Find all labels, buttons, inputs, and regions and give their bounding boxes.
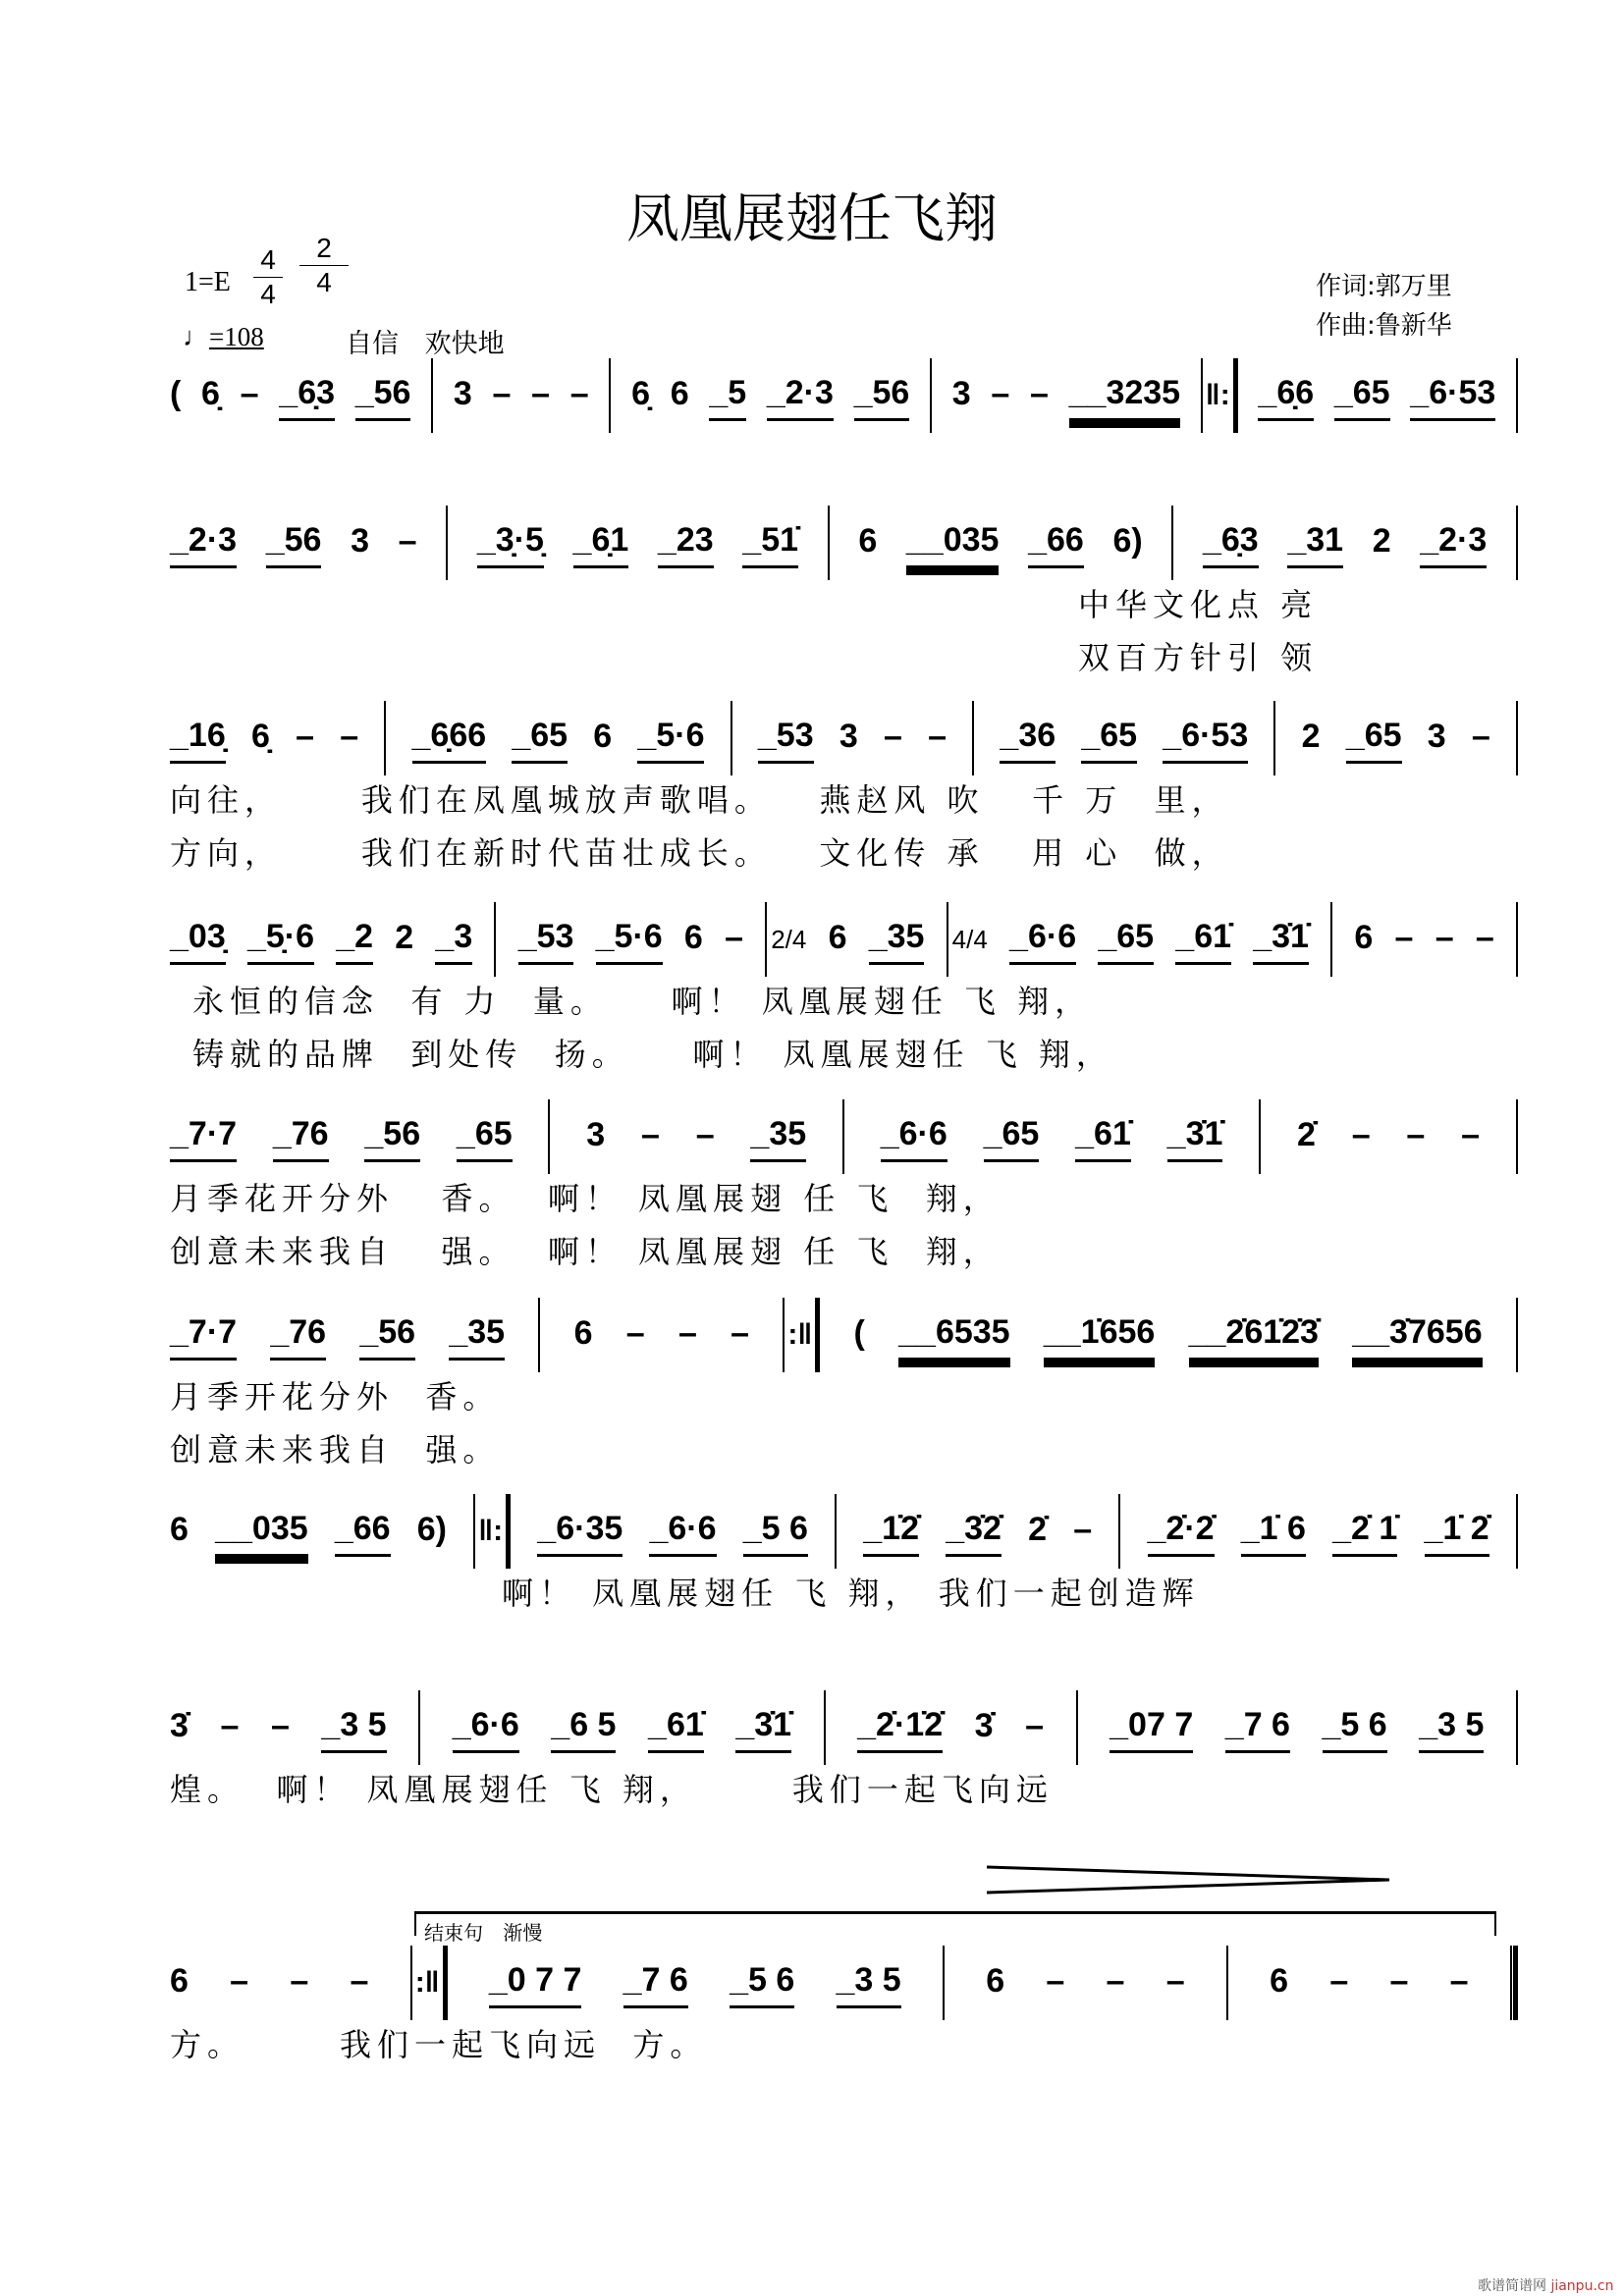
barline bbox=[418, 1690, 420, 1765]
note-group: _6̣1 bbox=[573, 518, 629, 568]
expression-marking: 自信 欢快地 bbox=[346, 329, 505, 359]
note-group: _35 bbox=[750, 1112, 806, 1162]
note-group: 6) bbox=[416, 1511, 447, 1548]
repeat-end-barline: :‖ bbox=[783, 1298, 820, 1372]
note-group: 2 bbox=[395, 919, 414, 956]
barline bbox=[930, 358, 932, 433]
quarter-note-icon: ♩ bbox=[183, 322, 209, 351]
note-group: ( bbox=[853, 1314, 865, 1352]
note-group: 3̇ bbox=[170, 1707, 189, 1744]
note-group: _3̇1̇ bbox=[1253, 915, 1309, 965]
dash-sustain: – bbox=[1030, 375, 1049, 412]
note-group: _6·6 bbox=[453, 1703, 519, 1753]
tempo-value: =108 bbox=[209, 322, 264, 351]
note-group: _1̇ 6 bbox=[1241, 1507, 1306, 1557]
note-group: _3̇1̇ bbox=[1167, 1112, 1223, 1162]
lyricist: 作词:郭万里 bbox=[1316, 272, 1452, 301]
dash-sustain: – bbox=[1471, 718, 1490, 755]
dash-sustain: – bbox=[1449, 1962, 1469, 2000]
note-group: __1̇656 bbox=[1044, 1310, 1155, 1361]
note-group: _6·53 bbox=[1163, 714, 1248, 764]
barline bbox=[731, 701, 732, 775]
note-group: _35 bbox=[449, 1310, 505, 1361]
dash-sustain: – bbox=[725, 919, 743, 956]
dash-sustain: – bbox=[695, 1116, 715, 1153]
note-group: _53 bbox=[758, 714, 814, 764]
note-group: _3 bbox=[435, 915, 472, 965]
barline bbox=[828, 506, 830, 580]
barline bbox=[1259, 1099, 1261, 1174]
note-group: _7·7 bbox=[170, 1310, 237, 1361]
watermark-cn: 歌谱简谱网 bbox=[1478, 2278, 1546, 2294]
dash-sustain: – bbox=[531, 375, 551, 412]
note-group: _61̇ bbox=[1075, 1112, 1131, 1162]
barline bbox=[446, 506, 448, 580]
note-group: _6̣3 bbox=[1203, 518, 1259, 568]
note-group: _16̣ bbox=[170, 714, 226, 764]
barline bbox=[835, 1494, 837, 1569]
ending-bracket bbox=[414, 1911, 1496, 1936]
barline bbox=[1516, 902, 1518, 977]
dash-sustain: – bbox=[290, 1962, 309, 2000]
note-group: 6 bbox=[593, 718, 613, 755]
note-group: _3 5 bbox=[837, 1958, 901, 2008]
composer: 作曲:鲁新华 bbox=[1316, 311, 1452, 341]
note-group: _76 bbox=[273, 1112, 329, 1162]
note-group: 3 bbox=[1427, 718, 1446, 755]
note-group: _3 5 bbox=[1419, 1703, 1484, 1753]
notation-system bbox=[170, 1502, 1518, 1561]
note-group: 2̇ bbox=[1296, 1116, 1316, 1153]
decrescendo-hairpin bbox=[987, 1865, 1399, 1895]
note-group: 2̇ bbox=[1028, 1511, 1048, 1548]
note-group: _65 bbox=[457, 1112, 513, 1162]
ts-bottom: 4 bbox=[316, 267, 332, 297]
barline bbox=[1516, 1494, 1518, 1569]
note-group: _1̇ 2̇ bbox=[1425, 1507, 1489, 1557]
note-group: 6 bbox=[170, 1962, 189, 2000]
barline bbox=[548, 1099, 550, 1174]
dash-sustain: – bbox=[1435, 919, 1454, 956]
note-group: _7·7 bbox=[170, 1112, 237, 1162]
lyrics-verse-2: 铸就的品牌 到处传 扬。 啊！ 凤凰展翅任 飞 翔， bbox=[192, 1036, 1113, 1073]
note-group: _51̇ bbox=[742, 518, 798, 568]
dash-sustain: – bbox=[1046, 1962, 1065, 2000]
note-group: _56 bbox=[355, 371, 411, 421]
note-group: 3 bbox=[351, 522, 369, 560]
note-group: _36 bbox=[1000, 714, 1056, 764]
dash-sustain: – bbox=[230, 1962, 249, 2000]
dash-sustain: – bbox=[1165, 1962, 1185, 2000]
notation-system bbox=[170, 1953, 1518, 2012]
note-group: 3 bbox=[839, 718, 858, 755]
lyrics-verse-1: 啊！ 凤凰展翅任 飞 翔， 我们一起创造辉 bbox=[502, 1575, 1200, 1612]
lyrics-verse-2: 创意未来我自 强。 bbox=[170, 1431, 501, 1468]
note-group: ( bbox=[170, 375, 182, 412]
note-group: _3̇1̇ bbox=[735, 1703, 791, 1753]
note-group: _5·6 bbox=[596, 915, 663, 965]
note-group: _6·53 bbox=[1410, 371, 1495, 421]
barline bbox=[384, 701, 386, 775]
note-group: _7 6 bbox=[1225, 1703, 1290, 1753]
barline bbox=[1226, 1946, 1228, 2020]
note-group: 2 bbox=[1301, 718, 1321, 755]
time-signature-change: 4/4 bbox=[947, 902, 988, 977]
note-group: _3 5 bbox=[321, 1703, 386, 1753]
note-group: _56 bbox=[854, 371, 910, 421]
note-group: _5 6 bbox=[743, 1507, 808, 1557]
dash-sustain: – bbox=[569, 375, 589, 412]
dash-sustain: – bbox=[340, 718, 359, 755]
note-group: _6·6 bbox=[881, 1112, 947, 1162]
barline bbox=[431, 358, 433, 433]
note-group: 6̣ bbox=[631, 375, 650, 412]
note-group: 3̇ bbox=[974, 1707, 994, 1744]
note-group: _61̇ bbox=[1175, 915, 1231, 965]
ts-bottom: 4 bbox=[260, 279, 276, 309]
dash-sustain: – bbox=[1073, 1511, 1093, 1548]
time-signature-2-4 bbox=[309, 234, 339, 297]
note-group: _2·3 bbox=[767, 371, 834, 421]
lyrics-verse-1: 月季开花分外 香。 bbox=[170, 1378, 501, 1415]
dash-sustain: – bbox=[1351, 1116, 1371, 1153]
note-group: _2̇ 1̇ bbox=[1332, 1507, 1397, 1557]
note-group: __035 bbox=[906, 518, 1000, 568]
note-group: 6 bbox=[858, 522, 878, 560]
dash-sustain: – bbox=[625, 1314, 645, 1352]
dash-sustain: – bbox=[883, 718, 902, 755]
repeat-start-barline: ‖: bbox=[1201, 358, 1238, 433]
repeat-end-barline: :‖ bbox=[410, 1946, 448, 2020]
note-group: _6 5 bbox=[551, 1703, 616, 1753]
dash-sustain: – bbox=[1025, 1707, 1045, 1744]
note-group: 6 bbox=[170, 1511, 189, 1548]
barline bbox=[842, 1099, 844, 1174]
lyrics-verse-2: 方向， 我们在新时代苗壮成长。 文化传 承 用 心 做， bbox=[170, 834, 1229, 872]
note-group: 3 bbox=[951, 375, 971, 412]
lyrics-verse-1: 中华文化点 亮 bbox=[1078, 586, 1319, 623]
note-group: _65 bbox=[1334, 371, 1390, 421]
note-group: _66 bbox=[335, 1507, 391, 1557]
note-group: _56 bbox=[359, 1310, 415, 1361]
note-group: 3 bbox=[586, 1116, 606, 1153]
note-group: 6 bbox=[1354, 919, 1374, 956]
note-group: _61̇ bbox=[648, 1703, 704, 1753]
dash-sustain: – bbox=[991, 375, 1010, 412]
notation-system bbox=[170, 366, 1518, 425]
dash-sustain: – bbox=[270, 1707, 290, 1744]
note-group: _5 6 bbox=[730, 1958, 794, 2008]
note-group: _1̇2̇ bbox=[863, 1507, 919, 1557]
dash-sustain: – bbox=[677, 1314, 697, 1352]
barline bbox=[1330, 902, 1332, 977]
note-group: _56 bbox=[364, 1112, 420, 1162]
ending-label: 结束句 渐慢 bbox=[424, 1921, 543, 1945]
note-group: _2 bbox=[336, 915, 373, 965]
note-group: 6 bbox=[683, 919, 703, 956]
barline bbox=[538, 1298, 540, 1372]
note-group: _7 6 bbox=[623, 1958, 688, 2008]
barline bbox=[972, 701, 974, 775]
note-group: 6 bbox=[1270, 1962, 1289, 2000]
lyrics-verse-2: 创意未来我自 强。 啊！ 凤凰展翅 任 飞 翔， bbox=[170, 1233, 1001, 1270]
note-group: 6) bbox=[1112, 522, 1143, 560]
dash-sustain: – bbox=[928, 718, 947, 755]
dash-sustain: – bbox=[398, 522, 417, 560]
dash-sustain: – bbox=[1475, 919, 1494, 956]
song-title: 凤凰展翅任飞翔 bbox=[626, 187, 998, 249]
tempo-marking bbox=[183, 322, 264, 352]
ts-top: 4 bbox=[260, 244, 276, 275]
note-group: _65 bbox=[984, 1112, 1040, 1162]
lyrics-verse-1: 向往， 我们在凤凰城放声歌唱。 燕赵风 吹 千 万 里， bbox=[170, 781, 1229, 819]
note-group: __2̇61̇2̇3̇ bbox=[1189, 1310, 1319, 1361]
note-group: _6̣6 bbox=[1258, 371, 1314, 421]
dash-sustain: – bbox=[1461, 1116, 1481, 1153]
dash-sustain: – bbox=[492, 375, 512, 412]
lyrics-verse-1: 永恒的信念 有 力 量。 啊！ 凤凰展翅任 飞 翔， bbox=[192, 983, 1093, 1020]
dash-sustain: – bbox=[350, 1962, 369, 2000]
dash-sustain: – bbox=[220, 1707, 240, 1744]
note-group: _0 7 7 bbox=[489, 1958, 582, 2008]
note-group: _5·6 bbox=[637, 714, 704, 764]
note-group: 3 bbox=[453, 375, 472, 412]
note-group: _65 bbox=[512, 714, 568, 764]
barline bbox=[1516, 701, 1518, 775]
note-group: _03̣ bbox=[170, 915, 226, 965]
note-group: __6535 bbox=[898, 1310, 1009, 1361]
note-group: _07 7 bbox=[1110, 1703, 1193, 1753]
barline bbox=[1076, 1690, 1078, 1765]
note-group: _3̇2̇ bbox=[946, 1507, 1001, 1557]
notation-system bbox=[170, 910, 1518, 969]
note-group: _76 bbox=[270, 1310, 326, 1361]
barline bbox=[1516, 358, 1518, 433]
notation-system bbox=[170, 709, 1518, 768]
note-group: _65 bbox=[1081, 714, 1137, 764]
notation-system bbox=[170, 1306, 1518, 1364]
barline bbox=[1516, 506, 1518, 580]
note-group: 6̣ bbox=[201, 375, 220, 412]
note-group: _31 bbox=[1287, 518, 1343, 568]
ts-top: 2 bbox=[316, 233, 332, 263]
note-group: _5 6 bbox=[1323, 1703, 1387, 1753]
note-group: _66 bbox=[1028, 518, 1084, 568]
note-group: _3̣·5̣ bbox=[477, 518, 544, 568]
time-signature-change: 2/4 bbox=[765, 902, 806, 977]
note-group: _6·35 bbox=[537, 1507, 623, 1557]
note-group: __3̇7656 bbox=[1352, 1310, 1482, 1361]
lyrics-verse-2: 双百方针引 领 bbox=[1078, 639, 1319, 676]
note-group: 2 bbox=[1372, 522, 1391, 560]
barline bbox=[1118, 1494, 1120, 1569]
note-group: 6 bbox=[573, 1314, 593, 1352]
note-group: 6̣ bbox=[250, 718, 270, 755]
note-group: _5̣·6 bbox=[247, 915, 314, 965]
note-group: _35 bbox=[869, 915, 925, 965]
watermark-url: jianpu.cn bbox=[1550, 2278, 1614, 2294]
barline bbox=[824, 1690, 826, 1765]
barline bbox=[1516, 1298, 1518, 1372]
repeat-start-barline: ‖: bbox=[473, 1494, 511, 1569]
note-group: 6 bbox=[986, 1962, 1005, 2000]
lyrics-verse-1: 月季花开分外 香。 啊！ 凤凰展翅 任 飞 翔， bbox=[170, 1180, 1001, 1217]
notation-system bbox=[170, 1107, 1518, 1166]
final-barline bbox=[1510, 1946, 1518, 2020]
note-group: 6 bbox=[828, 919, 847, 956]
note-group: _2̇·2̇ bbox=[1148, 1507, 1215, 1557]
note-group: _6̣3 bbox=[279, 371, 335, 421]
barline bbox=[1273, 701, 1275, 775]
watermark bbox=[1478, 2275, 1613, 2295]
note-group: __035 bbox=[215, 1507, 308, 1557]
barline bbox=[1171, 506, 1173, 580]
dash-sustain: – bbox=[1406, 1116, 1426, 1153]
note-group: _23 bbox=[658, 518, 714, 568]
credits bbox=[1316, 267, 1452, 346]
note-group: _65 bbox=[1098, 915, 1154, 965]
dash-sustain: – bbox=[731, 1314, 750, 1352]
notation-system bbox=[170, 513, 1518, 572]
note-group: 6 bbox=[670, 375, 689, 412]
note-group: _6·6 bbox=[1009, 915, 1076, 965]
note-group: __3235 bbox=[1069, 371, 1180, 421]
key-signature: 1=E bbox=[185, 267, 231, 297]
note-group: _2·3 bbox=[1420, 518, 1487, 568]
note-group: _53 bbox=[518, 915, 574, 965]
time-signature-4-4 bbox=[253, 245, 283, 309]
dash-sustain: – bbox=[296, 718, 314, 755]
dash-sustain: – bbox=[240, 375, 259, 412]
dash-sustain: – bbox=[1329, 1962, 1349, 2000]
barline bbox=[943, 1946, 945, 2020]
note-group: _6̣66 bbox=[412, 714, 487, 764]
barline bbox=[494, 902, 496, 977]
dash-sustain: – bbox=[1106, 1962, 1125, 2000]
note-group: _2·3 bbox=[170, 518, 237, 568]
note-group: _6·6 bbox=[649, 1507, 716, 1557]
barline bbox=[1516, 1690, 1518, 1765]
dash-sustain: – bbox=[1389, 1962, 1409, 2000]
dash-sustain: – bbox=[1394, 919, 1414, 956]
dash-sustain: – bbox=[640, 1116, 660, 1153]
note-group: _56 bbox=[266, 518, 322, 568]
note-group: _2̇·1̇2̇ bbox=[857, 1703, 943, 1753]
note-group: _5 bbox=[709, 371, 746, 421]
barline bbox=[609, 358, 611, 433]
note-group: _65 bbox=[1346, 714, 1402, 764]
notation-system bbox=[170, 1698, 1518, 1757]
lyrics-verse-1: 煌。 啊！ 凤凰展翅任 飞 翔， 我们一起飞向远 bbox=[170, 1771, 1054, 1808]
barline bbox=[1516, 1099, 1518, 1174]
lyrics-verse-1: 方。 我们一起飞向远 方。 bbox=[170, 2026, 708, 2063]
